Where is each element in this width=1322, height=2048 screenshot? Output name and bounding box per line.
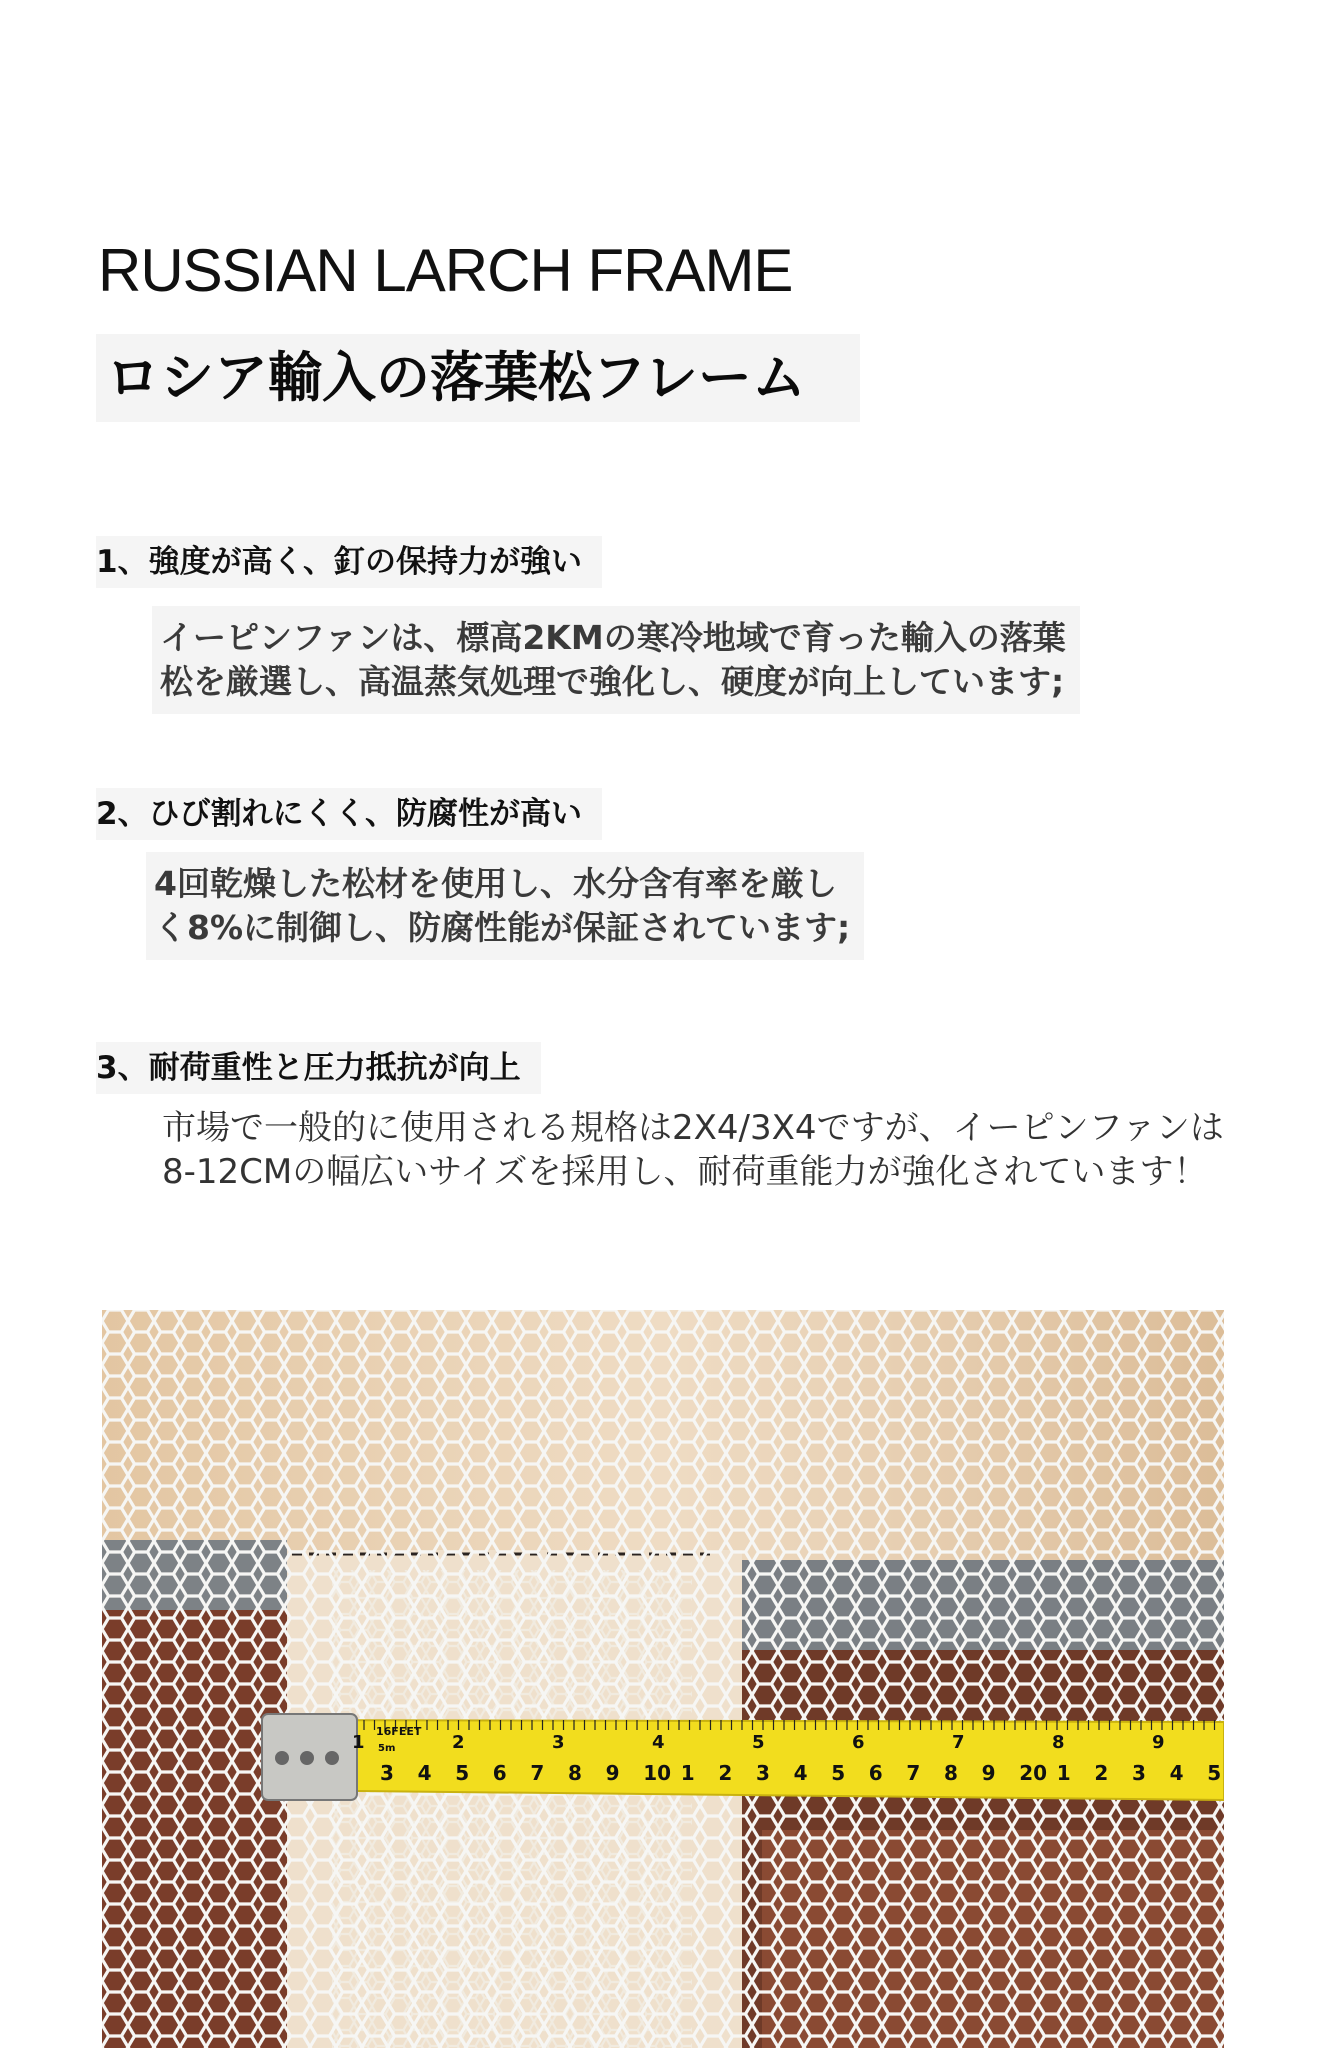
tape-top-number: 6	[852, 1732, 865, 1753]
tape-top-number: 4	[652, 1732, 665, 1753]
section-3-line-1: 市場で一般的に使用される規格は2X4/3X4ですが、イーピンファンは	[162, 1108, 1224, 1148]
section-3-heading: 3、耐荷重性と圧力抵抗が向上	[96, 1042, 541, 1094]
tape-feet-label: 16FEET	[376, 1725, 422, 1738]
tape-bottom-number: 9	[981, 1761, 996, 1785]
tape-bottom-number: 3	[1132, 1761, 1146, 1785]
tape-top-number: 8	[1052, 1732, 1065, 1753]
section-2-line-2: く8%に制御し、防腐性能が保証されています;	[154, 908, 851, 947]
tape-bottom-number: 6	[868, 1761, 883, 1785]
mesh-frame-with-tape-measure-icon	[102, 1310, 1224, 2048]
tape-top-number: 9	[1152, 1732, 1165, 1753]
tape-bottom-number: 3	[380, 1761, 394, 1785]
tape-bottom-number: 5	[1207, 1761, 1222, 1785]
tape-bottom-number: 7	[530, 1761, 545, 1785]
tape-bottom-number: 1	[1056, 1761, 1071, 1785]
tape-bottom-number: 20	[1019, 1761, 1048, 1785]
section-1-line-2: 松を厳選し、高温蒸気処理で強化し、硬度が向上しています;	[160, 662, 1065, 701]
tape-bottom-number: 2	[1094, 1761, 1109, 1785]
section-1-heading: 1、強度が高く、釘の保持力が強い	[96, 536, 602, 588]
tape-bottom-number: 5	[455, 1761, 470, 1785]
tape-measure	[262, 1714, 1224, 1800]
tape-bottom-number: 1	[680, 1761, 695, 1785]
tape-bottom-number: 2	[718, 1761, 733, 1785]
title-english: RUSSIAN LARCH FRAME	[98, 237, 793, 304]
tape-top-number: 7	[952, 1732, 965, 1753]
tape-bottom-number: 5	[831, 1761, 846, 1785]
tape-bottom-number: 7	[906, 1761, 921, 1785]
tape-bottom-number: 8	[568, 1761, 582, 1785]
tape-bottom-number: 6	[492, 1761, 507, 1785]
tape-bottom-number: 4	[1169, 1761, 1184, 1785]
tape-bottom-number: 4	[793, 1761, 808, 1785]
tape-bottom-number: 3	[756, 1761, 770, 1785]
section-3-line-2: 8-12CMの幅広いサイズを採用し、耐荷重能力が強化されています！	[162, 1152, 1208, 1192]
section-2-body	[146, 852, 864, 960]
section-1-body	[152, 606, 1080, 714]
tape-top-number: 1	[352, 1732, 365, 1753]
section-2-heading: 2、ひび割れにくく、防腐性が高い	[96, 788, 602, 840]
tape-bottom-number: 4	[417, 1761, 432, 1785]
tape-bottom-number: 8	[944, 1761, 958, 1785]
section-1-line-1: イーピンファンは、標高2KMの寒冷地域で育った輸入の落葉	[160, 618, 1066, 657]
tape-top-number: 3	[552, 1732, 565, 1753]
tape-top-number: 5	[752, 1732, 765, 1753]
tape-top-number: 2	[452, 1732, 465, 1753]
tape-meter-label: 5m	[378, 1743, 396, 1754]
title-japanese: ロシア輸入の落葉松フレーム	[96, 334, 860, 422]
tape-bottom-number: 10	[643, 1761, 672, 1785]
product-photo	[102, 1310, 1224, 2048]
section-3-body	[162, 1106, 1224, 1194]
section-2-line-1: 4回乾燥した松材を使用し、水分含有率を厳し	[154, 864, 837, 903]
tape-bottom-number: 9	[605, 1761, 620, 1785]
